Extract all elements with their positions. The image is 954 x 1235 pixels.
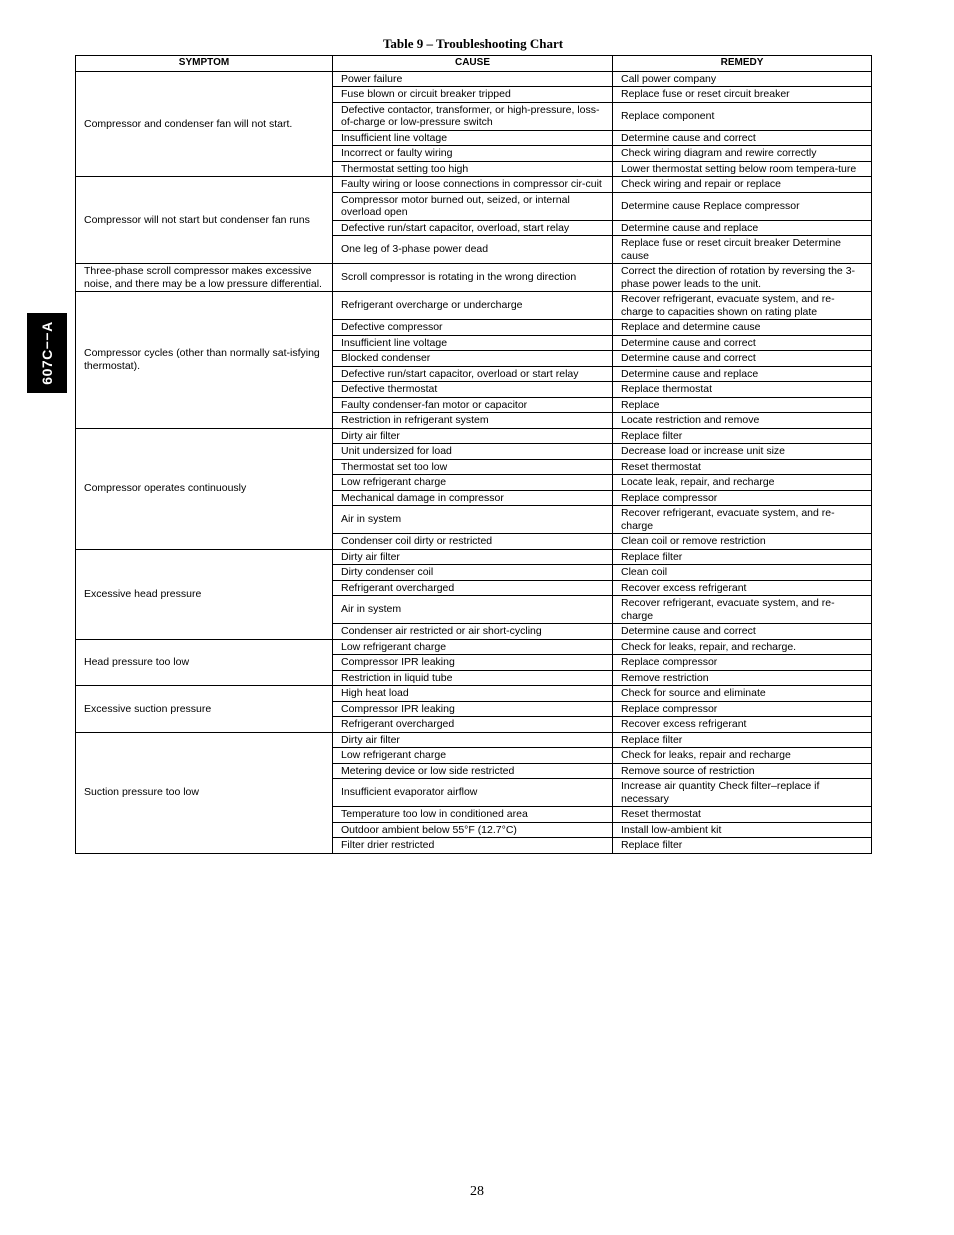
table-row bbox=[76, 71, 872, 87]
remedy-cell: Replace component bbox=[613, 102, 872, 130]
remedy-cell: Replace compressor bbox=[613, 490, 872, 506]
troubleshooting-table bbox=[75, 55, 872, 854]
cause-cell: Power failure bbox=[333, 71, 613, 87]
symptom-cell: Compressor operates continuously bbox=[76, 428, 333, 549]
header-remedy: REMEDY bbox=[613, 56, 872, 72]
table-row bbox=[76, 264, 872, 292]
side-tab bbox=[27, 313, 67, 393]
symptom-cell: Head pressure too low bbox=[76, 639, 333, 686]
remedy-cell: Locate restriction and remove bbox=[613, 413, 872, 429]
cause-cell: Air in system bbox=[333, 506, 613, 534]
remedy-cell: Clean coil or remove restriction bbox=[613, 534, 872, 550]
remedy-cell: Decrease load or increase unit size bbox=[613, 444, 872, 460]
table-title: Table 9 – Troubleshooting Chart bbox=[382, 36, 564, 51]
cause-cell: Defective compressor bbox=[333, 320, 613, 336]
cause-cell: Compressor IPR leaking bbox=[333, 655, 613, 671]
cause-cell: Fuse blown or circuit breaker tripped bbox=[333, 87, 613, 103]
remedy-cell: Replace filter bbox=[613, 838, 872, 854]
remedy-cell: Remove restriction bbox=[613, 670, 872, 686]
remedy-cell: Replace compressor bbox=[613, 701, 872, 717]
remedy-cell: Determine cause and replace bbox=[613, 220, 872, 236]
remedy-cell: Check wiring diagram and rewire correctly bbox=[613, 146, 872, 162]
table-body bbox=[76, 71, 872, 853]
cause-cell: Refrigerant overcharged bbox=[333, 580, 613, 596]
cause-cell: Defective run/start capacitor, overload or start relay bbox=[333, 366, 613, 382]
cause-cell: Dirty air filter bbox=[333, 732, 613, 748]
cause-cell: Mechanical damage in compressor bbox=[333, 490, 613, 506]
cause-cell: Restriction in liquid tube bbox=[333, 670, 613, 686]
symptom-cell: Excessive head pressure bbox=[76, 549, 333, 639]
cause-cell: Air in system bbox=[333, 596, 613, 624]
cause-cell: Compressor IPR leaking bbox=[333, 701, 613, 717]
cause-cell: Outdoor ambient below 55°F (12.7°C) bbox=[333, 822, 613, 838]
remedy-cell: Check for leaks, repair, and recharge. bbox=[613, 639, 872, 655]
remedy-cell: Correct the direction of rotation by reversing the 3‐phase power leads to the unit. bbox=[613, 264, 872, 292]
page-number: 28 bbox=[470, 1184, 484, 1199]
header-symptom: SYMPTOM bbox=[76, 56, 333, 72]
cause-cell: Dirty air filter bbox=[333, 549, 613, 565]
cause-cell: Dirty condenser coil bbox=[333, 565, 613, 581]
table-header-row bbox=[76, 56, 872, 72]
remedy-cell: Recover refrigerant, evacuate system, and re-charge bbox=[613, 506, 872, 534]
remedy-cell: Determine cause and correct bbox=[613, 351, 872, 367]
cause-cell: Filter drier restricted bbox=[333, 838, 613, 854]
remedy-cell: Reset thermostat bbox=[613, 459, 872, 475]
cause-cell: Temperature too low in conditioned area bbox=[333, 807, 613, 823]
cause-cell: Insufficient line voltage bbox=[333, 335, 613, 351]
cause-cell: Condenser air restricted or air short‐cycling bbox=[333, 624, 613, 640]
table-row bbox=[76, 686, 872, 702]
cause-cell: One leg of 3‐phase power dead bbox=[333, 236, 613, 264]
symptom-cell: Excessive suction pressure bbox=[76, 686, 333, 733]
cause-cell: Low refrigerant charge bbox=[333, 475, 613, 491]
remedy-cell: Increase air quantity Check filter–replace if necessary bbox=[613, 779, 872, 807]
cause-cell: Metering device or low side restricted bbox=[333, 763, 613, 779]
cause-cell: Dirty air filter bbox=[333, 428, 613, 444]
cause-cell: Condenser coil dirty or restricted bbox=[333, 534, 613, 550]
cause-cell: Low refrigerant charge bbox=[333, 748, 613, 764]
cause-cell: Compressor motor burned out, seized, or internal overload open bbox=[333, 192, 613, 220]
remedy-cell: Check for leaks, repair and recharge bbox=[613, 748, 872, 764]
remedy-cell: Recover refrigerant, evacuate system, and re-charge to capacities shown on rating plate bbox=[613, 292, 872, 320]
remedy-cell: Determine cause and replace bbox=[613, 366, 872, 382]
symptom-cell: Suction pressure too low bbox=[76, 732, 333, 853]
cause-cell: Restriction in refrigerant system bbox=[333, 413, 613, 429]
symptom-cell: Compressor will not start but condenser fan runs bbox=[76, 177, 333, 264]
remedy-cell: Clean coil bbox=[613, 565, 872, 581]
remedy-cell: Locate leak, repair, and recharge bbox=[613, 475, 872, 491]
side-tab-label: 607C−−A bbox=[39, 321, 55, 385]
cause-cell: Defective thermostat bbox=[333, 382, 613, 398]
table-row bbox=[76, 732, 872, 748]
symptom-cell: Compressor cycles (other than normally sat-isfying thermostat). bbox=[76, 292, 333, 429]
cause-cell: High heat load bbox=[333, 686, 613, 702]
remedy-cell: Determine cause Replace compressor bbox=[613, 192, 872, 220]
remedy-cell: Check for source and eliminate bbox=[613, 686, 872, 702]
cause-cell: Refrigerant overcharged bbox=[333, 717, 613, 733]
remedy-cell: Replace fuse or reset circuit breaker bbox=[613, 87, 872, 103]
table-row bbox=[76, 292, 872, 320]
cause-cell: Insufficient evaporator airflow bbox=[333, 779, 613, 807]
remedy-cell: Call power company bbox=[613, 71, 872, 87]
cause-cell: Scroll compressor is rotating in the wrong direction bbox=[333, 264, 613, 292]
remedy-cell: Replace filter bbox=[613, 428, 872, 444]
cause-cell: Insufficient line voltage bbox=[333, 130, 613, 146]
symptom-cell: Compressor and condenser fan will not start. bbox=[76, 71, 333, 177]
remedy-cell: Determine cause and correct bbox=[613, 130, 872, 146]
header-cause: CAUSE bbox=[333, 56, 613, 72]
table-row bbox=[76, 428, 872, 444]
cause-cell: Unit undersized for load bbox=[333, 444, 613, 460]
remedy-cell: Replace bbox=[613, 397, 872, 413]
cause-cell: Thermostat setting too high bbox=[333, 161, 613, 177]
cause-cell: Faulty condenser‐fan motor or capacitor bbox=[333, 397, 613, 413]
remedy-cell: Determine cause and correct bbox=[613, 624, 872, 640]
table-row bbox=[76, 639, 872, 655]
table-row bbox=[76, 177, 872, 193]
remedy-cell: Replace filter bbox=[613, 732, 872, 748]
remedy-cell: Replace filter bbox=[613, 549, 872, 565]
remedy-cell: Recover refrigerant, evacuate system, and re-charge bbox=[613, 596, 872, 624]
remedy-cell: Replace thermostat bbox=[613, 382, 872, 398]
cause-cell: Low refrigerant charge bbox=[333, 639, 613, 655]
remedy-cell: Replace and determine cause bbox=[613, 320, 872, 336]
cause-cell: Faulty wiring or loose connections in compressor cir-cuit bbox=[333, 177, 613, 193]
remedy-cell: Check wiring and repair or replace bbox=[613, 177, 872, 193]
remedy-cell: Recover excess refrigerant bbox=[613, 580, 872, 596]
remedy-cell: Recover excess refrigerant bbox=[613, 717, 872, 733]
cause-cell: Refrigerant overcharge or undercharge bbox=[333, 292, 613, 320]
cause-cell: Incorrect or faulty wiring bbox=[333, 146, 613, 162]
remedy-cell: Reset thermostat bbox=[613, 807, 872, 823]
remedy-cell: Lower thermostat setting below room tempera-ture bbox=[613, 161, 872, 177]
table-row bbox=[76, 549, 872, 565]
cause-cell: Defective contactor, transformer, or high‐pressure, loss‐of‐charge or low‐pressure switch bbox=[333, 102, 613, 130]
symptom-cell: Three‐phase scroll compressor makes excessive noise, and there may be a low pressure differential. bbox=[76, 264, 333, 292]
remedy-cell: Replace compressor bbox=[613, 655, 872, 671]
remedy-cell: Replace fuse or reset circuit breaker Determine cause bbox=[613, 236, 872, 264]
cause-cell: Defective run/start capacitor, overload, start relay bbox=[333, 220, 613, 236]
remedy-cell: Install low‐ambient kit bbox=[613, 822, 872, 838]
cause-cell: Blocked condenser bbox=[333, 351, 613, 367]
remedy-cell: Remove source of restriction bbox=[613, 763, 872, 779]
remedy-cell: Determine cause and correct bbox=[613, 335, 872, 351]
cause-cell: Thermostat set too low bbox=[333, 459, 613, 475]
